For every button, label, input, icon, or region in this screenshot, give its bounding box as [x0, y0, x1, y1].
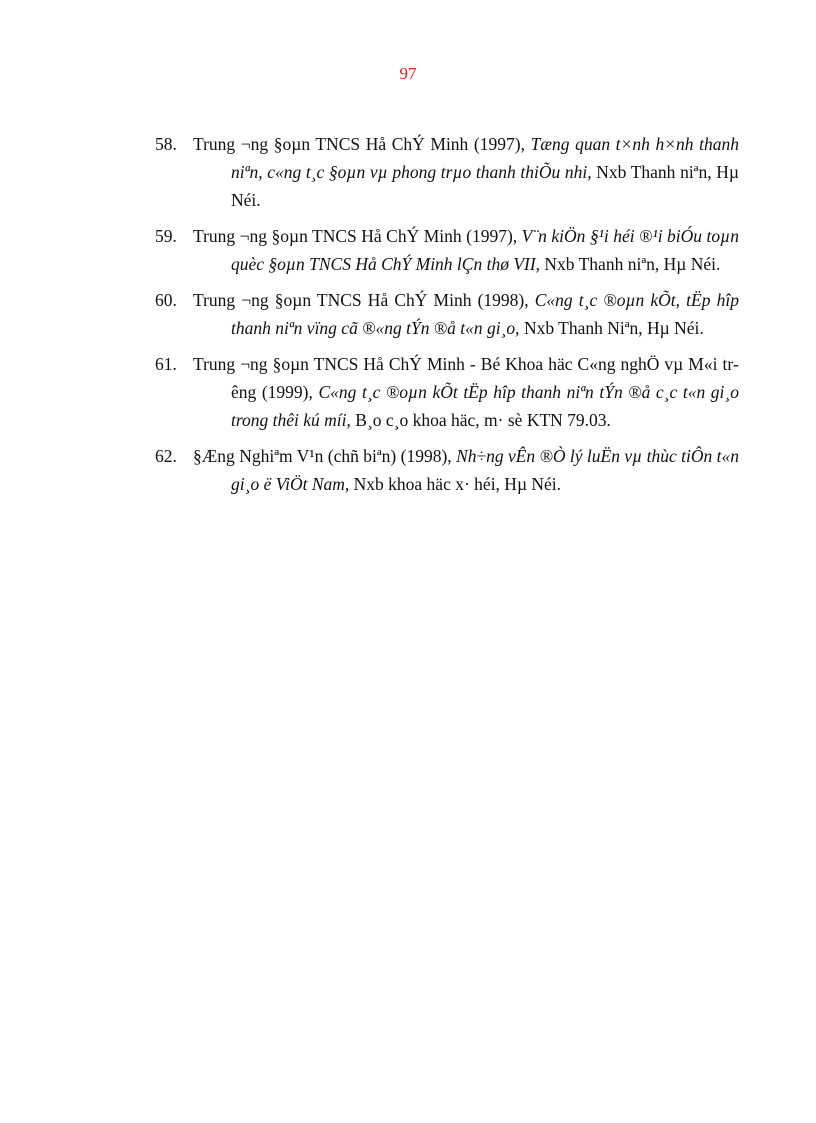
- reference-title: V¨n kiÖn §¹i héi ®¹i biÓu toµn quèc §oµn TNCS Hå ChÝ Minh lÇn thø VII,: [231, 226, 739, 274]
- reference-publisher: Nxb Thanh niªn, Hµ Néi.: [231, 162, 739, 210]
- reference-authors: §Æng Nghiªm V¹n (chñ biªn) (1998),: [193, 446, 457, 466]
- reference-number: 62.: [155, 446, 177, 466]
- page-number: 97: [399, 64, 417, 83]
- reference-authors: Trung ¬ng §oµn TNCS Hå ChÝ Minh (1997),: [193, 226, 522, 246]
- reference-item: [155, 130, 739, 214]
- reference-item: [155, 442, 739, 498]
- reference-item: [155, 222, 739, 278]
- reference-title: Nh÷ng vÊn ®Ò lý luËn vµ thùc tiÔn t«n gi¸o ë ViÖt Nam,: [231, 446, 739, 494]
- reference-item: [155, 350, 739, 434]
- reference-item: [155, 286, 739, 342]
- reference-publisher: B¸o c¸o khoa häc, m· sè KTN 79.03.: [350, 410, 611, 430]
- reference-number: 61.: [155, 354, 177, 374]
- reference-title: Tæng quan t×nh h×nh thanh niªn, c«ng t¸c §oµn vµ phong trµo thanh thiÕu nhi,: [231, 134, 739, 182]
- reference-title: C«ng t¸c ®oµn kÕt, tËp hîp thanh niªn vïng cã ®«ng tÝn ®å t«n gi¸o,: [231, 290, 739, 338]
- reference-publisher: Nxb Thanh Niªn, Hµ Néi.: [519, 318, 704, 338]
- reference-number: 58.: [155, 134, 177, 154]
- reference-number: 60.: [155, 290, 177, 310]
- reference-title: C«ng t¸c ®oµn kÕt tËp hîp thanh niªn tÝn ®å c¸c t«n gi¸o trong thêi kú míi,: [231, 382, 739, 430]
- reference-publisher: Nxb Thanh niªn, Hµ Néi.: [540, 254, 721, 274]
- reference-authors: Trung ¬ng §oµn TNCS Hå ChÝ Minh (1997),: [193, 134, 531, 154]
- reference-authors: Trung ¬ng §oµn TNCS Hå ChÝ Minh - Bé Khoa häc C«ng nghÖ vµ M«i trêng (1999),: [193, 354, 739, 402]
- reference-publisher: Nxb khoa häc x· héi, Hµ Néi.: [349, 474, 562, 494]
- reference-list: [155, 130, 739, 506]
- reference-number: 59.: [155, 226, 177, 246]
- reference-authors: Trung ¬ng §oµn TNCS Hå ChÝ Minh (1998),: [193, 290, 535, 310]
